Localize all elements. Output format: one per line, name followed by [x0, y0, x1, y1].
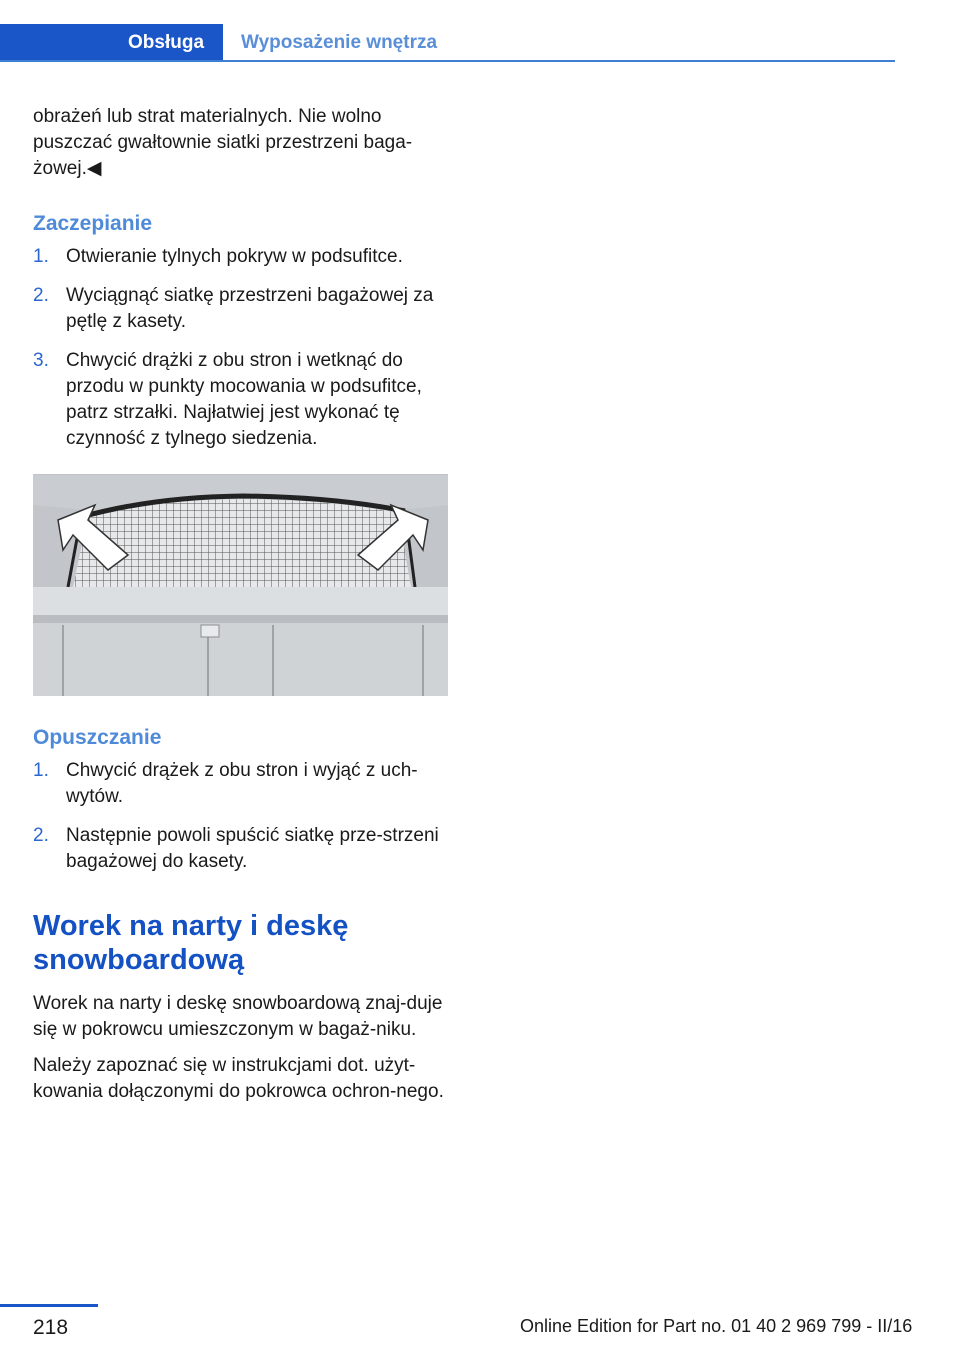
list-item	[33, 348, 453, 452]
step-text: Otwieranie tylnych pokryw w podsufitce.	[66, 246, 403, 267]
opuszczanie-steps	[33, 758, 453, 875]
cargo-net-drawing	[33, 475, 448, 696]
cargo-net-illustration	[33, 474, 448, 696]
section-tab: Wyposażenie wnętrza	[241, 32, 438, 53]
step-text: Wyciągnąć siatkę przestrzeni bagażowej za pętlę z kasety.	[66, 285, 434, 332]
heading-worek: Worek na narty i deskę snowboardową	[33, 910, 349, 976]
list-item	[33, 283, 453, 335]
step-number: 2.	[33, 285, 49, 306]
step-number: 3.	[33, 350, 49, 371]
list-item	[33, 823, 453, 875]
footer-rule	[0, 1304, 98, 1307]
chapter-tab: Obsługa	[0, 24, 223, 62]
intro-paragraph: obrażeń lub strat materialnych. Nie wolno puszczać gwałtownie siatki przestrzeni baga‐żowej.◀	[33, 106, 413, 179]
edition-note: Online Edition for Part no. 01 40 2 969 799 - II/16	[520, 1316, 913, 1336]
heading-opuszczanie: Opuszczanie	[33, 726, 162, 749]
content-column	[33, 104, 453, 1105]
page-number: 218	[33, 1316, 69, 1339]
step-number: 1.	[33, 246, 49, 267]
step-text: Chwycić drążek z obu stron i wyjąć z uch‐wytów.	[66, 760, 418, 807]
step-number: 2.	[33, 825, 49, 846]
step-text: Chwycić drążki z obu stron i wetknąć do przodu w punkty mocowania w podsufitce, patrz strzałki. Najłatwiej jest wykonać tę czynność z tylnego siedzenia.	[66, 350, 422, 449]
page-header	[0, 24, 895, 62]
list-item	[33, 244, 453, 270]
header-rule	[0, 60, 895, 62]
list-item	[33, 758, 453, 810]
step-number: 1.	[33, 760, 49, 781]
worek-paragraph-2: Należy zapoznać się w instrukcjami dot. użyt‐kowania dołączonymi do pokrowca ochron‐nego.	[33, 1055, 444, 1102]
worek-paragraph-1: Worek na narty i deskę snowboardową znaj‐duje się w pokrowcu umieszczonym w bagaż‐niku.	[33, 993, 443, 1040]
heading-zaczepianie: Zaczepianie	[33, 212, 153, 235]
step-text: Następnie powoli spuścić siatkę prze‐strzeni bagażowej do kasety.	[66, 825, 439, 872]
zaczepianie-steps	[33, 244, 453, 452]
